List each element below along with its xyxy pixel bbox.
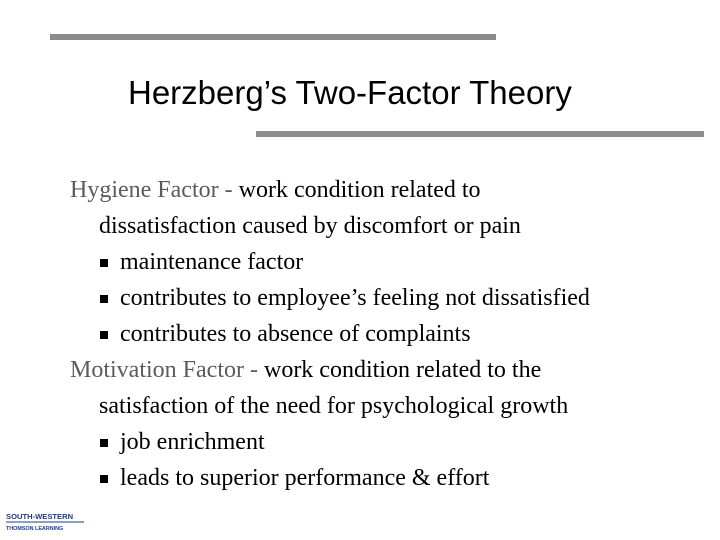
- motivation-separator: -: [243, 357, 264, 383]
- motivation-definition-line2: satisfaction of the need for psychological growth: [99, 393, 569, 419]
- hygiene-separator: -: [218, 177, 239, 203]
- hygiene-bullets: [70, 244, 710, 352]
- slide-body: [70, 172, 710, 496]
- square-bullet-icon: [100, 331, 108, 339]
- square-bullet-icon: [100, 259, 108, 267]
- hygiene-definition: [70, 172, 710, 244]
- motivation-bullets: [70, 424, 710, 496]
- hygiene-section: [70, 172, 710, 352]
- hygiene-definition-line2: dissatisfaction caused by discomfort or pain: [99, 213, 521, 239]
- list-item: contributes to employee’s feeling not dissatisfied: [70, 280, 710, 316]
- logo-line1: SOUTH-WESTERN: [6, 512, 74, 521]
- list-item: contributes to absence of complaints: [70, 316, 710, 352]
- list-item: job enrichment: [70, 424, 710, 460]
- title-rule-top: [50, 34, 496, 40]
- motivation-term: Motivation Factor: [70, 357, 244, 383]
- square-bullet-icon: [100, 475, 108, 483]
- slide-title: Herzberg’s Two-Factor Theory: [128, 74, 572, 111]
- publisher-logo: [6, 510, 84, 532]
- square-bullet-icon: [100, 295, 108, 303]
- motivation-definition-line1: work condition related to the: [263, 357, 542, 383]
- list-item: leads to superior performance & effort: [70, 460, 710, 496]
- hygiene-term: Hygiene Factor: [70, 177, 219, 203]
- title-rule-bottom: [256, 131, 704, 137]
- square-bullet-icon: [100, 439, 108, 447]
- list-item: maintenance factor: [70, 244, 710, 280]
- logo-line2: THOMSON LEARNING: [6, 526, 64, 532]
- motivation-section: [70, 352, 710, 496]
- hygiene-definition-line1: work condition related to: [238, 177, 481, 203]
- motivation-definition: [70, 352, 710, 424]
